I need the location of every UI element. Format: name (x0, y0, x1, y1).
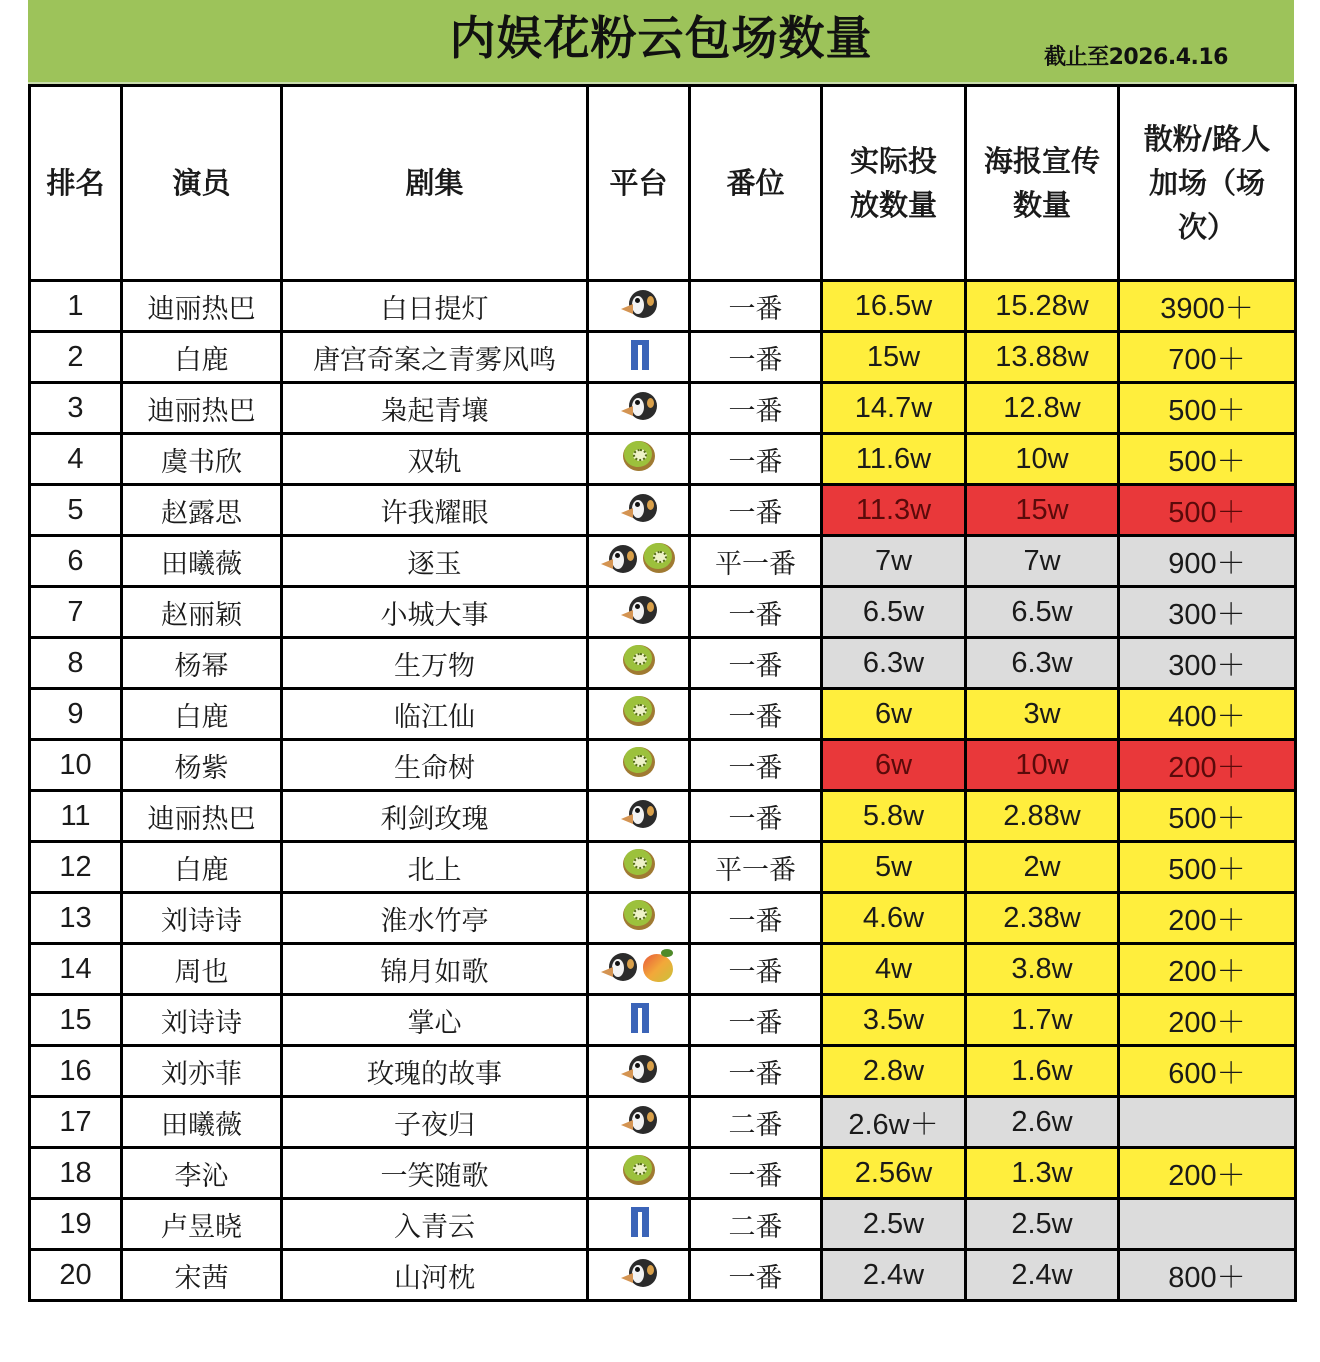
rank-cell: 15 (30, 995, 122, 1046)
penguin-icon (601, 541, 637, 575)
poster-count-cell: 2.38w (966, 893, 1119, 944)
actual-count-cell: 3.5w (822, 995, 966, 1046)
drama-cell: 锦月如歌 (282, 944, 588, 995)
extra-screenings-cell: 3900＋ (1119, 281, 1296, 332)
platform-cell (588, 1148, 690, 1199)
kiwi-icon (621, 643, 657, 677)
billing-cell: 一番 (690, 740, 822, 791)
extra-screenings-cell: 200＋ (1119, 893, 1296, 944)
billing-cell: 一番 (690, 485, 822, 536)
penguin-icon (621, 1255, 657, 1289)
header-extra-line3: 次） (1177, 210, 1236, 244)
actor-cell: 卢昱晓 (122, 1199, 282, 1250)
actor-cell: 迪丽热巴 (122, 383, 282, 434)
billing-cell: 一番 (690, 893, 822, 944)
drama-cell: 逐玉 (282, 536, 588, 587)
table-body (30, 281, 1296, 1301)
penguin-icon (621, 286, 657, 320)
kiwi-icon (621, 1153, 657, 1187)
ranking-table (28, 84, 1297, 1302)
billing-cell: 平一番 (690, 842, 822, 893)
platform-cell (588, 281, 690, 332)
table-row (30, 638, 1296, 689)
rank-cell: 1 (30, 281, 122, 332)
platform-cell (588, 740, 690, 791)
actual-count-cell: 6w (822, 689, 966, 740)
extra-screenings-cell: 500＋ (1119, 485, 1296, 536)
table-row (30, 434, 1296, 485)
drama-cell: 淮水竹亭 (282, 893, 588, 944)
table-row (30, 536, 1296, 587)
poster-count-cell: 7w (966, 536, 1119, 587)
kiwi-icon (621, 439, 657, 473)
extra-screenings-cell: 900＋ (1119, 536, 1296, 587)
poster-count-cell: 2.4w (966, 1250, 1119, 1301)
actual-count-cell: 4w (822, 944, 966, 995)
table-row (30, 689, 1296, 740)
drama-cell: 双轨 (282, 434, 588, 485)
platform-cell (588, 1250, 690, 1301)
jeans-icon (621, 1000, 657, 1034)
drama-cell: 掌心 (282, 995, 588, 1046)
rank-cell: 4 (30, 434, 122, 485)
rank-cell: 9 (30, 689, 122, 740)
kiwi-icon (621, 898, 657, 932)
rank-cell: 7 (30, 587, 122, 638)
poster-count-cell: 3.8w (966, 944, 1119, 995)
actor-cell: 赵露思 (122, 485, 282, 536)
header-poster-line1: 海报宣传 (983, 144, 1100, 178)
header-extra-line2: 加场（场 (1148, 166, 1265, 200)
actual-count-cell: 11.6w (822, 434, 966, 485)
drama-cell: 枭起青壤 (282, 383, 588, 434)
kiwi-icon (621, 745, 657, 779)
platform-cell (588, 689, 690, 740)
table-row (30, 485, 1296, 536)
mango-icon (641, 949, 677, 983)
table-row (30, 1250, 1296, 1301)
actor-cell: 刘亦菲 (122, 1046, 282, 1097)
header-drama: 剧集 (282, 86, 588, 281)
table-row (30, 1046, 1296, 1097)
billing-cell: 一番 (690, 1148, 822, 1199)
billing-cell: 一番 (690, 587, 822, 638)
extra-screenings-cell: 300＋ (1119, 587, 1296, 638)
platform-cell (588, 587, 690, 638)
poster-count-cell: 1.7w (966, 995, 1119, 1046)
table-row (30, 740, 1296, 791)
billing-cell: 一番 (690, 281, 822, 332)
table-row (30, 281, 1296, 332)
drama-cell: 北上 (282, 842, 588, 893)
billing-cell: 一番 (690, 791, 822, 842)
actual-count-cell: 2.8w (822, 1046, 966, 1097)
table-row (30, 995, 1296, 1046)
billing-cell: 一番 (690, 1250, 822, 1301)
header-rank: 排名 (30, 86, 122, 281)
drama-cell: 白日提灯 (282, 281, 588, 332)
rank-cell: 8 (30, 638, 122, 689)
table-row (30, 893, 1296, 944)
drama-cell: 利剑玫瑰 (282, 791, 588, 842)
drama-cell: 子夜归 (282, 1097, 588, 1148)
poster-count-cell: 6.3w (966, 638, 1119, 689)
extra-screenings-cell: 500＋ (1119, 842, 1296, 893)
extra-screenings-cell: 400＋ (1119, 689, 1296, 740)
platform-cell (588, 944, 690, 995)
actual-count-cell: 7w (822, 536, 966, 587)
platform-cell (588, 1199, 690, 1250)
rank-cell: 18 (30, 1148, 122, 1199)
actor-cell: 刘诗诗 (122, 995, 282, 1046)
actor-cell: 杨紫 (122, 740, 282, 791)
actor-cell: 李沁 (122, 1148, 282, 1199)
kiwi-icon (641, 541, 677, 575)
drama-cell: 临江仙 (282, 689, 588, 740)
actual-count-cell: 2.4w (822, 1250, 966, 1301)
platform-cell (588, 1046, 690, 1097)
poster-count-cell: 13.88w (966, 332, 1119, 383)
extra-screenings-cell: 200＋ (1119, 944, 1296, 995)
platform-cell (588, 485, 690, 536)
extra-screenings-cell: 300＋ (1119, 638, 1296, 689)
extra-screenings-cell: 800＋ (1119, 1250, 1296, 1301)
actual-count-cell: 2.56w (822, 1148, 966, 1199)
platform-cell (588, 995, 690, 1046)
poster-count-cell: 2.5w (966, 1199, 1119, 1250)
extra-screenings-cell: 700＋ (1119, 332, 1296, 383)
rank-cell: 20 (30, 1250, 122, 1301)
billing-cell: 一番 (690, 332, 822, 383)
platform-cell (588, 842, 690, 893)
platform-cell (588, 791, 690, 842)
actor-cell: 宋茜 (122, 1250, 282, 1301)
header-poster-line2: 数量 (1012, 188, 1071, 222)
actual-count-cell: 4.6w (822, 893, 966, 944)
billing-cell: 一番 (690, 995, 822, 1046)
drama-cell: 生命树 (282, 740, 588, 791)
rank-cell: 11 (30, 791, 122, 842)
drama-cell: 山河枕 (282, 1250, 588, 1301)
jeans-icon (621, 1204, 657, 1238)
poster-count-cell: 15w (966, 485, 1119, 536)
platform-cell (588, 383, 690, 434)
extra-screenings-cell: 500＋ (1119, 791, 1296, 842)
drama-cell: 生万物 (282, 638, 588, 689)
actor-cell: 迪丽热巴 (122, 791, 282, 842)
poster-count-cell: 1.6w (966, 1046, 1119, 1097)
poster-count-cell: 2.6w (966, 1097, 1119, 1148)
actual-count-cell: 6.3w (822, 638, 966, 689)
page-title: 内娱花粉云包场数量 (449, 11, 873, 65)
poster-count-cell: 1.3w (966, 1148, 1119, 1199)
title-banner (28, 0, 1294, 85)
header-extra (1119, 86, 1296, 281)
penguin-icon (621, 388, 657, 422)
header-extra-line1: 散粉/路人 (1143, 122, 1271, 156)
billing-cell: 一番 (690, 689, 822, 740)
actor-cell: 白鹿 (122, 332, 282, 383)
actor-cell: 白鹿 (122, 689, 282, 740)
extra-screenings-cell (1119, 1199, 1296, 1250)
billing-cell: 一番 (690, 638, 822, 689)
poster-count-cell: 10w (966, 434, 1119, 485)
penguin-icon (621, 592, 657, 626)
header-poster (966, 86, 1119, 281)
billing-cell: 二番 (690, 1199, 822, 1250)
table-row (30, 383, 1296, 434)
platform-cell (588, 638, 690, 689)
drama-cell: 入青云 (282, 1199, 588, 1250)
actor-cell: 白鹿 (122, 842, 282, 893)
table-row (30, 587, 1296, 638)
header-actual-line2: 放数量 (849, 188, 937, 222)
rank-cell: 14 (30, 944, 122, 995)
rank-cell: 3 (30, 383, 122, 434)
billing-cell: 平一番 (690, 536, 822, 587)
actor-cell: 田曦薇 (122, 1097, 282, 1148)
billing-cell: 一番 (690, 434, 822, 485)
rank-cell: 5 (30, 485, 122, 536)
header-actual (822, 86, 966, 281)
actual-count-cell: 6.5w (822, 587, 966, 638)
header-row (30, 86, 1296, 281)
actor-cell: 刘诗诗 (122, 893, 282, 944)
platform-cell (588, 536, 690, 587)
rank-cell: 6 (30, 536, 122, 587)
rank-cell: 17 (30, 1097, 122, 1148)
penguin-icon (621, 796, 657, 830)
actual-count-cell: 16.5w (822, 281, 966, 332)
poster-count-cell: 6.5w (966, 587, 1119, 638)
extra-screenings-cell: 500＋ (1119, 434, 1296, 485)
table-row (30, 1148, 1296, 1199)
rank-cell: 2 (30, 332, 122, 383)
actor-cell: 虞书欣 (122, 434, 282, 485)
extra-screenings-cell: 200＋ (1119, 995, 1296, 1046)
table-row (30, 332, 1296, 383)
actual-count-cell: 5.8w (822, 791, 966, 842)
actor-cell: 赵丽颖 (122, 587, 282, 638)
rank-cell: 13 (30, 893, 122, 944)
platform-cell (588, 1097, 690, 1148)
table-row (30, 1097, 1296, 1148)
poster-count-cell: 2w (966, 842, 1119, 893)
platform-cell (588, 332, 690, 383)
table-row (30, 791, 1296, 842)
actual-count-cell: 2.5w (822, 1199, 966, 1250)
drama-cell: 唐宫奇案之青雾风鸣 (282, 332, 588, 383)
poster-count-cell: 2.88w (966, 791, 1119, 842)
extra-screenings-cell: 600＋ (1119, 1046, 1296, 1097)
rank-cell: 19 (30, 1199, 122, 1250)
table-row (30, 842, 1296, 893)
penguin-icon (621, 1051, 657, 1085)
platform-cell (588, 434, 690, 485)
poster-count-cell: 12.8w (966, 383, 1119, 434)
actor-cell: 杨幂 (122, 638, 282, 689)
kiwi-icon (621, 847, 657, 881)
extra-screenings-cell: 200＋ (1119, 1148, 1296, 1199)
actual-count-cell: 2.6w＋ (822, 1097, 966, 1148)
actual-count-cell: 14.7w (822, 383, 966, 434)
penguin-icon (621, 490, 657, 524)
penguin-icon (621, 1102, 657, 1136)
actual-count-cell: 11.3w (822, 485, 966, 536)
rank-cell: 10 (30, 740, 122, 791)
actual-count-cell: 6w (822, 740, 966, 791)
billing-cell: 一番 (690, 383, 822, 434)
kiwi-icon (621, 694, 657, 728)
drama-cell: 玫瑰的故事 (282, 1046, 588, 1097)
drama-cell: 小城大事 (282, 587, 588, 638)
poster-count-cell: 10w (966, 740, 1119, 791)
extra-screenings-cell: 500＋ (1119, 383, 1296, 434)
actor-cell: 田曦薇 (122, 536, 282, 587)
platform-cell (588, 893, 690, 944)
header-billing: 番位 (690, 86, 822, 281)
poster-count-cell: 3w (966, 689, 1119, 740)
header-actor: 演员 (122, 86, 282, 281)
extra-screenings-cell: 200＋ (1119, 740, 1296, 791)
header-actual-line1: 实际投 (849, 144, 937, 178)
rank-cell: 12 (30, 842, 122, 893)
poster-count-cell: 15.28w (966, 281, 1119, 332)
table-row (30, 1199, 1296, 1250)
drama-cell: 许我耀眼 (282, 485, 588, 536)
rank-cell: 16 (30, 1046, 122, 1097)
actor-cell: 周也 (122, 944, 282, 995)
extra-screenings-cell (1119, 1097, 1296, 1148)
billing-cell: 一番 (690, 944, 822, 995)
billing-cell: 一番 (690, 1046, 822, 1097)
actor-cell: 迪丽热巴 (122, 281, 282, 332)
actual-count-cell: 5w (822, 842, 966, 893)
drama-cell: 一笑随歌 (282, 1148, 588, 1199)
as-of-date: 截止至2026.4.16 (1044, 45, 1228, 70)
jeans-icon (621, 337, 657, 371)
actual-count-cell: 15w (822, 332, 966, 383)
table-row (30, 944, 1296, 995)
header-platform: 平台 (588, 86, 690, 281)
billing-cell: 二番 (690, 1097, 822, 1148)
penguin-icon (601, 949, 637, 983)
